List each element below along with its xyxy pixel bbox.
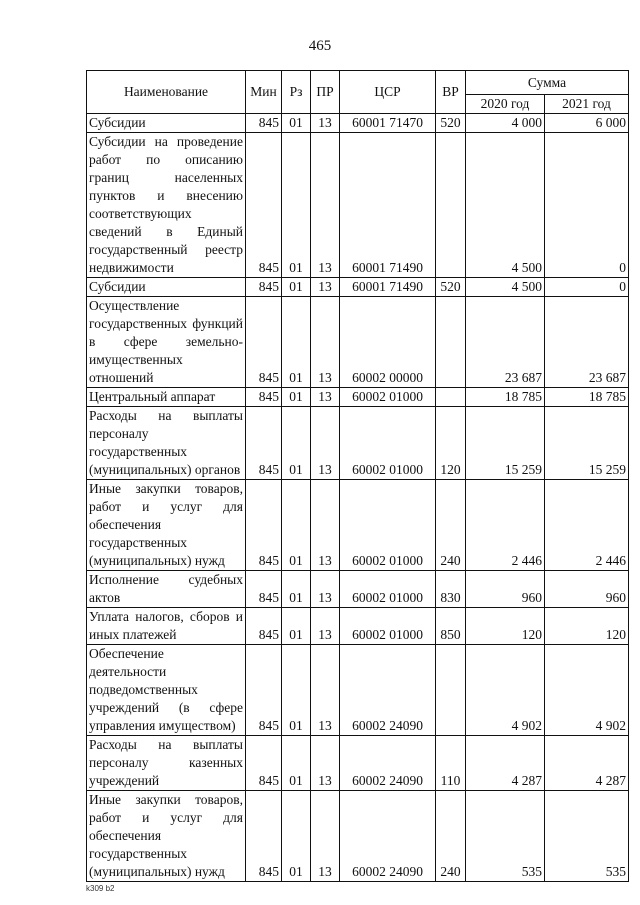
table-row <box>87 297 629 388</box>
table-row <box>87 791 629 882</box>
row-subsection: 13 <box>311 388 340 407</box>
header-row <box>87 71 629 95</box>
row-expense-type <box>436 297 466 388</box>
row-target-article: 60001 71490 <box>340 133 436 278</box>
row-target-article: 60002 01000 <box>340 480 436 571</box>
row-expense-type: 110 <box>436 736 466 791</box>
header-sum: Сумма <box>466 71 629 95</box>
row-target-article: 60002 01000 <box>340 571 436 608</box>
row-name: Субсидии <box>87 114 246 133</box>
row-amount-2020: 23 687 <box>466 297 545 388</box>
row-expense-type: 850 <box>436 608 466 645</box>
row-subsection: 13 <box>311 278 340 297</box>
row-section: 01 <box>282 608 311 645</box>
row-subsection: 13 <box>311 407 340 480</box>
row-amount-2021: 960 <box>545 571 629 608</box>
row-section: 01 <box>282 278 311 297</box>
row-amount-2021: 6 000 <box>545 114 629 133</box>
table-row <box>87 278 629 297</box>
row-expense-type: 520 <box>436 114 466 133</box>
page-number: 465 <box>308 38 332 54</box>
row-amount-2020: 4 500 <box>466 133 545 278</box>
row-ministry: 845 <box>246 278 282 297</box>
row-name: Иные закупки товаров, работ и услуг для обеспечения государственных (муниципальных) нужд <box>87 791 246 882</box>
row-section: 01 <box>282 736 311 791</box>
row-ministry: 845 <box>246 133 282 278</box>
row-name: Исполнение судебных актов <box>87 571 246 608</box>
row-section: 01 <box>282 388 311 407</box>
row-name: Расходы на выплаты персоналу казенных учреждений <box>87 736 246 791</box>
header-vr: ВР <box>436 71 466 114</box>
row-target-article: 60002 01000 <box>340 608 436 645</box>
row-expense-type <box>436 645 466 736</box>
row-section: 01 <box>282 571 311 608</box>
row-subsection: 13 <box>311 571 340 608</box>
row-subsection: 13 <box>311 297 340 388</box>
row-target-article: 60002 24090 <box>340 791 436 882</box>
row-amount-2020: 120 <box>466 608 545 645</box>
row-subsection: 13 <box>311 133 340 278</box>
row-ministry: 845 <box>246 388 282 407</box>
row-name: Осуществление государственных функций в сфере земельно-имущественных отношений <box>87 297 246 388</box>
row-ministry: 845 <box>246 791 282 882</box>
row-amount-2020: 4 500 <box>466 278 545 297</box>
row-name: Иные закупки товаров, работ и услуг для обеспечения государственных (муниципальных) нужд <box>87 480 246 571</box>
table-row <box>87 608 629 645</box>
row-section: 01 <box>282 114 311 133</box>
row-name: Центральный аппарат <box>87 388 246 407</box>
row-section: 01 <box>282 645 311 736</box>
row-target-article: 60002 24090 <box>340 736 436 791</box>
row-subsection: 13 <box>311 608 340 645</box>
row-amount-2021: 0 <box>545 133 629 278</box>
row-amount-2020: 4 287 <box>466 736 545 791</box>
header-year-2021: 2021 год <box>545 95 629 114</box>
row-name: Обеспечение деятельности подведомственных учреждений (в сфере управления имуществом) <box>87 645 246 736</box>
row-amount-2020: 4 902 <box>466 645 545 736</box>
table-row <box>87 645 629 736</box>
row-subsection: 13 <box>311 736 340 791</box>
row-amount-2021: 23 687 <box>545 297 629 388</box>
row-amount-2020: 2 446 <box>466 480 545 571</box>
row-expense-type: 520 <box>436 278 466 297</box>
header-pr: ПР <box>311 71 340 114</box>
row-expense-type: 830 <box>436 571 466 608</box>
row-ministry: 845 <box>246 608 282 645</box>
table-row <box>87 480 629 571</box>
row-ministry: 845 <box>246 645 282 736</box>
row-amount-2021: 535 <box>545 791 629 882</box>
row-section: 01 <box>282 133 311 278</box>
row-ministry: 845 <box>246 571 282 608</box>
row-ministry: 845 <box>246 297 282 388</box>
row-target-article: 60001 71470 <box>340 114 436 133</box>
table-row <box>87 388 629 407</box>
row-amount-2020: 4 000 <box>466 114 545 133</box>
row-amount-2021: 4 902 <box>545 645 629 736</box>
row-name: Уплата налогов, сборов и иных платежей <box>87 608 246 645</box>
row-target-article: 60001 71490 <box>340 278 436 297</box>
row-name: Расходы на выплаты персоналу государственных (муниципальных) органов <box>87 407 246 480</box>
row-expense-type <box>436 388 466 407</box>
budget-table <box>86 70 629 882</box>
row-target-article: 60002 01000 <box>340 407 436 480</box>
row-amount-2021: 0 <box>545 278 629 297</box>
row-subsection: 13 <box>311 645 340 736</box>
row-target-article: 60002 00000 <box>340 297 436 388</box>
table-row <box>87 736 629 791</box>
row-amount-2020: 960 <box>466 571 545 608</box>
row-ministry: 845 <box>246 407 282 480</box>
header-year-2020: 2020 год <box>466 95 545 114</box>
row-subsection: 13 <box>311 791 340 882</box>
page-footer-code: k309 b2 <box>86 884 115 893</box>
row-section: 01 <box>282 407 311 480</box>
row-ministry: 845 <box>246 114 282 133</box>
row-section: 01 <box>282 480 311 571</box>
row-section: 01 <box>282 297 311 388</box>
row-amount-2021: 2 446 <box>545 480 629 571</box>
table-row <box>87 114 629 133</box>
row-subsection: 13 <box>311 114 340 133</box>
row-expense-type <box>436 133 466 278</box>
row-amount-2021: 120 <box>545 608 629 645</box>
row-amount-2020: 18 785 <box>466 388 545 407</box>
table-row <box>87 571 629 608</box>
table-row <box>87 133 629 278</box>
table-row <box>87 407 629 480</box>
row-amount-2021: 4 287 <box>545 736 629 791</box>
row-expense-type: 240 <box>436 791 466 882</box>
row-amount-2020: 15 259 <box>466 407 545 480</box>
header-min: Мин <box>246 71 282 114</box>
row-amount-2020: 535 <box>466 791 545 882</box>
row-ministry: 845 <box>246 736 282 791</box>
row-name: Субсидии <box>87 278 246 297</box>
header-rz: Рз <box>282 71 311 114</box>
row-ministry: 845 <box>246 480 282 571</box>
row-expense-type: 120 <box>436 407 466 480</box>
row-section: 01 <box>282 791 311 882</box>
row-target-article: 60002 01000 <box>340 388 436 407</box>
row-name: Субсидии на проведение работ по описанию границ населенных пунктов и внесению соответствующих сведений в Единый государственный реестр недвижимости <box>87 133 246 278</box>
row-subsection: 13 <box>311 480 340 571</box>
header-csr: ЦСР <box>340 71 436 114</box>
row-expense-type: 240 <box>436 480 466 571</box>
row-amount-2021: 18 785 <box>545 388 629 407</box>
row-target-article: 60002 24090 <box>340 645 436 736</box>
row-amount-2021: 15 259 <box>545 407 629 480</box>
header-name: Наименование <box>87 71 246 114</box>
